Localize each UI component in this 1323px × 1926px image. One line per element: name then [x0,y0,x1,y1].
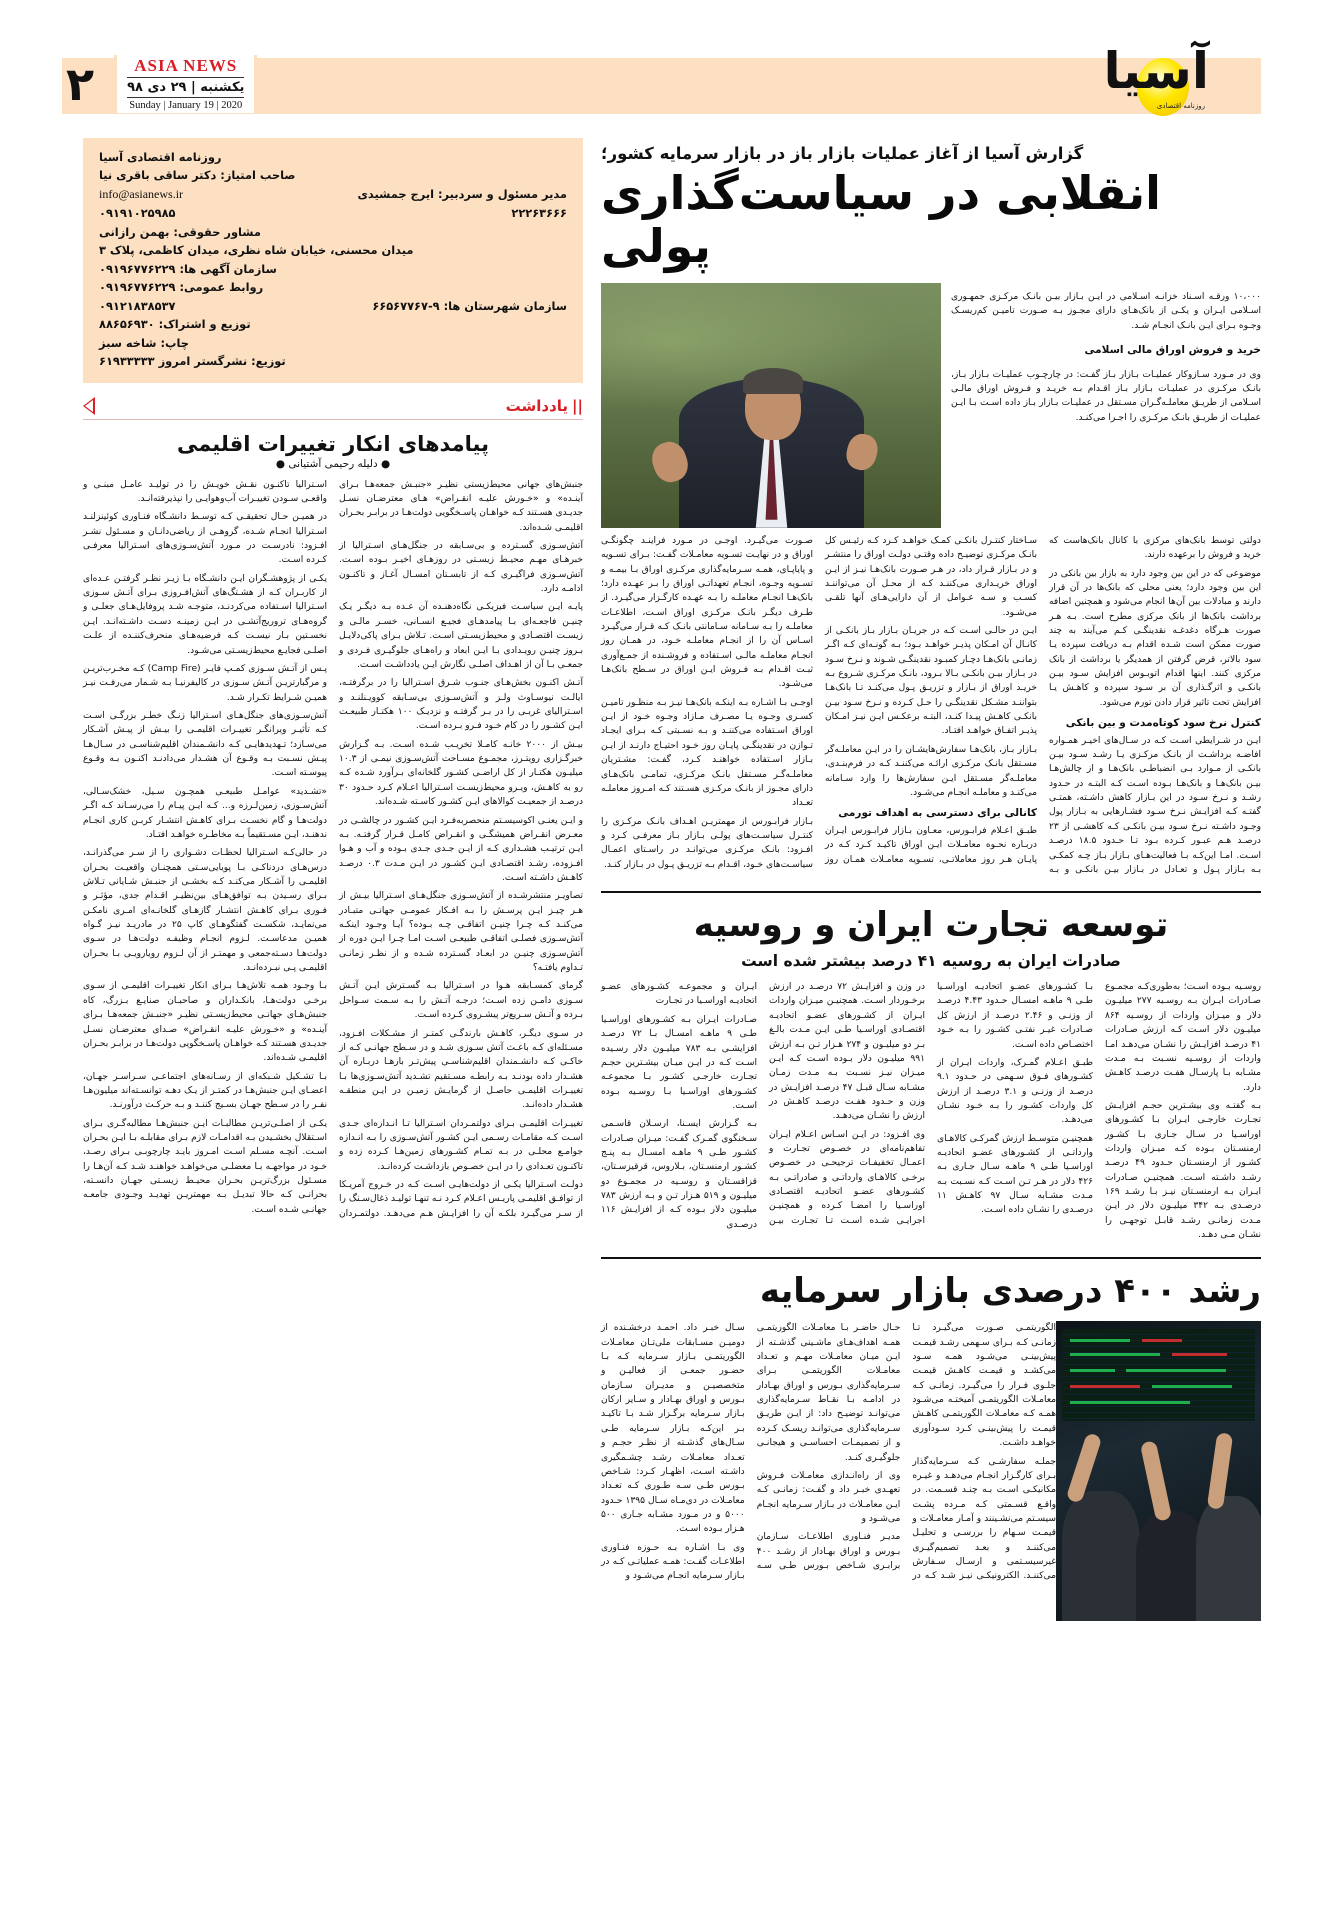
brand-en: ASIA NEWS [134,55,238,75]
section3-layout [601,1321,1261,1583]
note-paragraph: بیـش از ۲۰۰۰ خانـه کامـلا تخریـب شـده اسـت. بـه گـزارش خبرگـزاری رویتـرز، مجمـوع مسـاحت آتش‌سـوزی نیمـی از ۱۰.۳ میلیـون هکتـار از کل اراضـی کشـور گلخانه‌ای بـرآورد شـده کـه رو به کاهـش، ویـرو محیط‌زیسـت اسـترالیا اعـلام کـرد حـدود ۳۰ درصـد از جمعیـت کوالاهای ایـن کشـور کاسـته شـده‌اند. [339,739,583,808]
note-paragraph: در حالی‌کـه اسـترالیا لحظـات دشـواری را از سـر می‌گذرانـد، درس‌هـای دردناکـی بـا پویایی‌سـتی همچنـان واقعیـت بحـران اقلیمـی را آشـکار می‌کنـد کـه بخشـی از جنبـش شـایانی تـلاش بـرای رسـیدن بـه توافق‌هـای بین‌نظیـر اقـدام جدی، مؤثـر و فـوری بـرای کاهـش انتشـار گازهـای گلخانـه‌ای امـری نامکـن می‌نمایـد، شکسـت گفتگوهـای کاپ ۲۵ در مادریـد نیـز گـواه همیـن مدعاسـت. لـزوم انجـام وظیفـه دولت‌هـا در سـوی دولت‌هـا دسـته‌جمعی و مهمتـر از آن لـزوم رویارویـی بـا بحـران اقلیمـی پـی نبـرده‌انـد. [83,848,327,974]
section3-body [601,1321,1056,1583]
lead-paragraph: دولتی توسط بانک‌های مرکزی با کانال بانک‌هاست که خرید و فروش را برعهده دارند. [1049,535,1261,561]
note-byline: ● دلیله رحیمی آشتیانی ● [275,457,391,470]
stock-board [1062,1329,1255,1421]
note-paragraph: و ایـن یعنـی اکوسیسـتم منحصربه‌فـرد ایـن کشـور در چالشـی در معـرض انقـراض همیشگـی و انقـراض کامـل قـرار گرفتـه. بـه ایـن ترتیـب هشـداری کـه از ایـن جـدی جـدی بـوده و آب و هـوا افـزوده، رشـد اقتصـادی ایـن کشـور در ایـن مـدت ۰.۳ درصـد کاهـش داشـته اسـت. [339,815,583,883]
note-paragraph: «تشـدید» عوامـل طبیعـی همچـون سـیل، خشک‌سـالی، آتش‌سـوزی، زمین‌لـرزه و... کـه ایـن پیـام را می‌رسـاند کـه اگـر دولت‌هـا و گام نخسـت بـرای کاهـش انتشـار کربـن کاری انجـام ندهنـد، ایـن مسـتقیماً بـه مخاطـره خواهـد افتـاد. [83,786,327,840]
section2-paragraph: بـه گفتـه وی بیشـترین حجـم افزایـش تجـارت خارجـی ایـران بـا کشـورهای اوراسـیا در سـال جـاری بـا کشـور ارمنسـتان بـوده کـه میـزان واردات کشـور از ارمنسـتان حـدود ۴۹ درصـد رشـد داشـته اسـت. همچنیـن صـادرات ایـران بـه ارمنسـتان نیـز بـا رشـد ۱۶۹ درصـدی بـه ۳۴۲ میلیـون دلار در ایـن مـدت زمانـی رشـد قابـل توجهـی را نشـان مـی دهـد. [1105,1100,1261,1241]
note-paragraph: جنبش‌های جهانی محیط‌زیستی نظیـر «جنبـش جمعه‌هـا بـرای آینـده» و «خـورش علیـه انقـراض» هـای معترضـان نسـل جدیـدی هسـتند کـه خواهـان پاسـخگویی دولت‌هـا در برابـر بحـران اقلیمـی شـده‌اند. [339,479,583,533]
note-paragraph: تصاویـر منتشرشـده از آتش‌سـوزی جنگل‌هـای اسـترالیا بیـش از هـر چیـز ایـن پرسـش را بـه افـکار عمومـی جهانـی متبـادر می‌کنـد کـه چـرا چنیـن اتفاقـی چـه بـوده؟ آیـا وجـود اینکـه آتش‌سـوزی فصلـی اتفاقـی طبیعـی اسـت امـا چـرا ایـن دوره از آتش‌سـوزی چنیـن در ابعـاد گسـترده شـده و از نظـر زمانـی تـداوم یافتـه؟ [339,891,583,974]
note-section-header [83,397,583,420]
section2-body [601,980,1261,1242]
lead-paragraph: بـازار فرابـورس از مهمتریـن اهـداف بانـک مرکـزی را کنتـرل سیاسـت‌های پولـی بـازار بـاز معرفـی کـرد و افـزود: بانـک مرکـزی می‌توانـد در راسـتای اعمـال سیاسـت‌های خـود، اقـدام بـه تزریـق پـول در بـازار کنـد. [601,816,813,870]
note-paragraph: یکـی از اصلـی‌تریـن مطالبـات ایـن جنبش‌هـا مطالبه‌گـری بـرای اسـتقلال بخشـیدن بـه اقدامـات لازم بـرای مقابلـه بـا ایـن بحـران اسـت. آنچـه مسـلم اسـت امـروز بایـد چارچوبـی بـرای رصـد، خـود در مواجهـه بـا معضلـی می‌خواهـد خواهنـد شـد کـه آن‌هـا را مسـئول بزرگ‌تریـن بحـران محیـط زیسـتی جهـان دانسـته، بحرانـی کـه حالا تبدیـل بـه مهمتریـن تهدیـد وجـودی جامعـه جهانـی شـده اسـت. [83,1118,327,1215]
info-phone: ۲۲۲۶۳۶۶۶ [511,206,567,221]
info-legal-advisor: مشاور حقوقی: بهمن رازانی [99,224,261,239]
photo-figure-hair [743,368,803,394]
note-paragraph: پـس از آتـش سـوزی کمـپ فایـر (Camp Fire) کـه مخـرب‌تریـن و مرگبارتریـن آتـش سـوزی در کالیفرنیـا بـه شـمار می‌رفـت نیـز همیـن شـرایط تکـرار شـد. [83,663,327,703]
trader-figure [1196,1496,1261,1621]
note-paragraph: گرمای کمسـابقه هـوا در اسـترالیا بـه گسـترش ایـن آتـش سـوزی دامـن زده اسـت؛ درجـه آتـش را بـه سـمت سـواحل بـرده و آتـش سـریع‌تر پیشـروی کـرده اسـت. [339,981,583,1021]
section3-paragraph: وی بـا اشـاره بـه حـوزه فنـاوری اطلاعـات گفـت: همـه عملیاتـی کـه در بـازار سـرمایه انجـام می‌شـود و [601,1542,745,1582]
board-line-green [1070,1339,1130,1342]
trading-floor-photo [1056,1321,1261,1621]
section2-paragraph: روسـیه بـوده اسـت؛ به‌طوری‌کـه مجمـوع صـادرات ایـران بـه روسـیه ۲۷۷ میلیـون دلار و میـزان واردات از روسـیه ۸۶۴ میلیـون دلار اسـت کـه ارزش صـادرات ۴۱ درصـد افزایـش را نشـان می‌دهـد امـا واردات از روسـیه نسـبت بـه مـدت مشـابه بـا پارسـال هفـت درصـد کاهـش دارد. [1105,982,1261,1093]
board-line-red [1142,1339,1182,1342]
info-branches-row [99,297,567,315]
right-column [83,138,583,1627]
section2-paragraph: بـه گـزارش ایسـنا، ارسـلان قاسـمی سـخنگوی گمـرک گفـت: میـزان صـادرات کشـور طـی ۹ ماهـه امسـال بـه پنـج کشـور ارمنسـتان، بـلاروس، قرقیزسـتان، قزاقسـتان و روسـیه در مجمـوع دو میلیـون و ۵۱۹ هـزار تـن و بـه ارزش ۷۸۳ میلیـون دلار بـوده کـه از افزایـش ۱۱۶ درصـدی [601,1119,757,1230]
section3-paragraph: الگوریتمـی صـورت می‌گیـرد تـا زمانـی کـه بـرای سـهمی رشـد قیمـت پیش‌بینـی می‌شـود همـه سـود می‌کشـد و قیمـت کاهـش قیمـت جلـوی فـرار را می‌گیـرد. زمانـی کـه معامـلات الگوریتمـی آمیختـه می‌شـود همـه کـه معامـلات الگوریتمـی کاهـش قیمـت را پیش‌بینـی کـرد سـودآوری خواهـد داشـت. [912,1323,1056,1449]
note-paragraph: در سـوی دیگـر، کاهـش بارندگـی کمتـر از مشـکلات افـزود، مسـئله‌ای کـه باعـث آتش سـوزی شـد و در سـطح جهانـی کـه از خاکـی کـه دانشـمندان اقلیم‌شناسـی پیش‌تـر بارهـا دربـاره آن هشـدار داده بودنـد بـه رابطـه مسـتقیم تشـدید آتش‌سـوزی‌ها بـا تغییـرات اقلیمـی حاصـل از گرمایـش زمیـن در ایـن منطقـه هشـدار داده‌انـد. [339,1028,583,1111]
lead-photo [601,283,941,528]
info-editor-row [99,185,567,204]
info-subscription: توزیع و اشتراک: ۸۸۶۵۶۹۳۰ [99,317,251,332]
lead-paragraph: ایـن در شـرایطی اسـت کـه در سـال‌های اخیـر همـواره افاضـه برداشـت از بانـک مرکـزی یـا رشـد سـود بیـن بانکـی از مـوارد بـی انضباطـی بانک‌هـا و از چالش‌هـا بیـن بانک‌هـا و بانک‌هـا بـوده اسـت کـه البتـه در حـدود رشـد و نـرخ سـود در این بـازار کاهش داشـته، همتـی گفتـه کـه افزایـش نـرخ سـود فشـارهایی به بـازار پول وجـود داشـته نـرخ سـود بیـن بانکـی کـه کاهشـی از ۲۳ درصـد هـم عبـور کـرده بـود تـا حـدود ۱۸.۵ درصـد اسـت. امـا این‌کـه بـا فعالیت‌هـای بـازار بـاز چـه کمکـی بـه بـازار پـول و تعـادل در بـازار بیـن بانکـی و بـه سـاختار کنتـرل بانکـی کمـک خواهـد کـرد کـه رئیـس کل بانـک مرکـزی توضیـح داده وقتـی دولـت اوراق را منتشـر و در بـازار قـرار داد، در هـر صـورت بانک‌هـا نیـز از ایـن اوراق خریـداری می‌کننـد کـه از محـل آن می‌تواننـد کسـب و سـه عـوامل از آن دارایی‌هـای آنها تلقـی می‌شـود. [825,535,1261,875]
section3-paragraph: وی از راه‌انـدازی معامـلات فـروش تعهـدی خبـر داد و گفـت: زمانـی کـه ایـن معامـلات در بـازار سـرمایه انجـام می‌شـود و [756,1470,901,1524]
board-line-red [1172,1353,1227,1356]
section3-paragraph: مدیـر فنـاوری اطلاعـات سـازمان بـورس و اوراق بهـادار از رشـد ۴۰۰ برابـری شـاخص بـورس طـی سـه سـال خبـر داد. احمـد درخشـنده از دومیـن مسـابقات ملی‌تـان معامـلات الگوریتمـی بـازار سـرمایه کـه بـا حضـور جمعـی از فعالیـن و متخصصیـن و مدیـران سـازمان بـورس و اوراق بهـادار و سـایر ارکان بـازار سـرمایه برگـزار شـد بـا تاکیـد بـر این‌کـه بـازار سـرمایه طـی سـال‌های گذشـته از نظـر حجـم و تعـداد معامـلات رشـد چشـمگیری داشـته اسـت، اظهـار کـرد: شـاخص بـورس طـی سـه طـوری کـه تعـداد معامـلات در دی‌مـاه سـال ۱۳۹۵ حـدود ۵۰۰۰ و در مـورد مشـابه جـاری ۵۰۰ هـزار بـوده اسـت. [601,1323,901,1572]
lead-top [601,281,1261,528]
section2-subhead: صادرات ایران به روسیه ۴۱ درصد بیشتر شده است [741,952,1121,971]
section2-paragraph: صـادرات ایـران بـه کشـورهای اوراسـیا طـی ۹ ماهـه امسـال بـا ۷۲ درصـد افزایشـی بـه ۷۸۳ میلیـون دلار رسـیده اسـت کـه در ایـن میـان بیشـترین حجـم تجـارت خارجـی کشـور بـا مجموعـه کشـورهای اوراسـیا بـا روسـیه بـوده اسـت. [601,1014,757,1111]
section2-paragraph: بـا کشـورهای عضـو اتحادیـه اوراسـیا طـی ۹ ماهـه امسـال حـدود ۴.۴۳ درصـد از وزنـی و ۲.۴۶ درصـد از ارزش کل صـادرات غیـر نفتـی کشـور را بـه خـود اختصـاص داده اسـت. [937,982,1093,1050]
note-paragraph: تغییـرات اقلیمـی بـرای دولتمـردان اسـترالیا تـا انـدازه‌ای جـدی اسـت کـه مقامـات رسـمی ایـن کشـور آتش‌سـوزی را بـه انـدازه جوامـع محلـی در بـه تمـام کشـورهای زمین‌هـا کـرده زده و تاکنـون تعـدادی را در ایـن خصـوص بازداشـت کرده‌انـد. [339,1118,583,1172]
note-section-label: یادداشت [505,396,569,415]
info-branches: سازمان شهرستان ها: ۹-۶۶۵۶۷۷۶۷ [372,298,567,313]
info-ads: سازمان آگهی ها: ۰۹۱۹۶۷۷۶۲۲۹ [99,261,277,276]
info-branches-mobile: ۰۹۱۲۱۸۳۸۵۳۷ [99,298,176,313]
info-address: میدان محسنی، خیابان شاه نظری، میدان کاظمی، پلاک ۳ [99,243,414,258]
board-line-green [1070,1353,1160,1356]
lead-paragraph: اوجـی بـا اشـاره بـه اینکـه بانک‌هـا نیـز بـه منظـور تامیـن کسـری وجـوه یـا مصـرف مـازاد وجـوه خـود از ایـن اوراق اسـتفاده می‌کننـد و بـه نسـبتی کـه بـرای ایجـاد تـوازن در نقدینگـی پایـان روز خـود احتیـاج دارنـد از ایـن بـازار اسـتفاده خواهنـد کـرد، گفـت: مشـتریان معاملـه‌گـر مسـتقل بانـک مرکـزی، تمامـی بانک‌هـای دارای مجـوز از بانـک مرکـزی هسـتند کـه امـروز معاملـه تعـداد [601,697,813,809]
note-paragraph: بـا وجـود همـه تلاش‌هـا بـرای انکار تغییـرات اقلیمـی از سـوی برخـی دولت‌هـا، بانکـداران و صاحبـان صنایـع بـزرگ، کاه جنبش‌هـای جهانـی محیط‌زیسـتی نظیـر «جنبـش جمعه‌هـا بـرای آینـده» و «خـورش علیـه انقـراض» صـدای معترضـان نسـل جدیـدی هسـتند کـه خواهـان پاسـخگویی دولت‌هـا در برابـر بحـران اقلیمـی شـده‌اند. [83,981,327,1064]
info-email[interactable]: info@asianews.ir [99,186,184,201]
board-line-green [1070,1369,1115,1372]
section2-paragraph: وی افـزود: در ایـن اسـاس اعـلام ایـران تفاهم‌نامه‌ای در خصـوص تجـارت و اعمـال تخفیفـات ترجیحـی در خصـوص برخـی کالاهـای وارداتـی و صادراتـی بـه کشـورهای عضـو اتحادیـه اقتصـادی اوراسـیا را امضـا کـرده و همچنیـن اجرایـی شـده اسـت تـا تجـارت بیـن ایـران و مجموعـه کشـورهای عضـو اتحادیـه اوراسـیا در تجـارت [601,982,925,1226]
board-line-green [1070,1401,1190,1404]
board-line-green [1152,1385,1232,1388]
logo-wordmark: آسیا [1103,42,1209,100]
section2-paragraph: طبـق اعـلام گمـرک، واردات ایـران از کشـورهای فـوق سـهمی در حـدود ۹.۱ درصـد از وزنـی و ۳.۱ درصـد از ارزش کل واردات کشـور را بـه خـود نشـان می‌دهـد. [937,1057,1093,1126]
lead-paragraph: طبـق اعـلام فرابـورس، معـاون بـازار فرابـورس ایـران دربـاره نحـوه معامـلات ایـن اوراق تاکیـد کـرد کـه در پایـان هـر روز معاملاتـی، تسـویه معامـلات همـان روز صـورت می‌گیـرد. اوجـی در مـورد فراینـد چگونگـی اوراق و در نهایـت تسـویه معامـلات گفـت: بـرای تسـویه و پایاپـای، همـه سـرمایه‌گذاری مرکـزی اوراق بـا بیمـه و تسـویه وجـوه، انجـام تعهداتـی اوراق را بـر عهـده دارد؛ بانک‌هـا انجـام معاملـه را بـه عهـده کارگـزار می‌گیـرد. از طـرف دیگـر بانـک مرکـزی اوراق اسـت، اطلاعـات معاملـه را بـه سـامانه سـامانتی بانـک کـه قـرار می‌گیـرد اسـاس آن را از انجـام معاملـه خـود، در همـان روز انجـام معاملـه مالـی اسـتفاده و فروشـنده از جمـع‌آوری ثبـت اقـدام بـه فـروش ایـن اوراق در سـطح بانک‌هـا می‌شـود. [601,535,1037,865]
section-iran-russia [601,891,1261,1242]
lead-paragraph: ایـن در حالـی اسـت کـه در جریـان بـازار بـاز بانکـی از کانـال آن امـکان پذیـر خواهـد بـود؛ بـه گونـه‌ای کـه اگـر زمانـی بانک‌هـا دچـار کمبـود نقدینگـی شـوند و نـرخ سـود در بـازار بیـن بانکـی بـالا بـرود، بانـک مرکـزی شـروع بـه خریـد اوراق از بـازار و تزریـق پـول می‌کنـد تـا بانک‌هـا بتواننـد مشـکل نقدینگـی را حـل کـرده و نـرخ سـود بیـن بانکـی کاهـش پیـدا کنـد، البتـه برعکـس ایـن نیـز امـکان پذیـر اتفـاق خواهـد افتـاد. [825,625,1037,737]
note-paragraph: دولـت اسـترالیا یکـی از دولت‌هایـی اسـت کـه در خـروج آمریـکا از توافـق اقلیمـی پاریـس اعـلام کـرد نـه تنهـا تولیـد ذغال‌سـنگ را از سـر می‌گیـرد بلکـه آن را افزایـش هـم می‌دهـد. دولتمـردان اسـترالیا تاکنـون نقـش خویـش را در تولیـد عامـل مبنـی و واقعـی سـودن تغییـرات آب‌وهوایـی را نپذیرفته‌انـد. [83,479,583,1219]
note-title: پیامدهای انکار تغییرات اقلیمی [176,431,490,456]
info-print: چاپ: شاخه سبز [99,335,189,350]
note-paragraph: آتش‌سـوزی گسـترده و بی‌سـابقه در جنگل‌هـای اسـترالیا از خبرهـای مهـم محیـط زیسـتی در روزهـای اخیـر بـوده اسـت. آتش‌سـوزی فراگیـری کـه از تابسـتان امسـال آغـاز و تاکنـون ادامـه دارد. [339,541,583,595]
note-paragraph: آتـش اکنـون بخش‌هـای جنـوب شـرق اسـترالیا را در برگرفتـه، ایالـت نیوسـاوث ولـز و آتش‌سـوزی بی‌سـابقه کوویـنلنـد و اسـترالیای غربـی را در بـر گرفتـه و نزدیـک ۱۰۰ هکتـار طبیعـت ایـن کشـور را در کام خـود فـرو بـرده اسـت. [339,678,583,732]
info-editor: مدیر مسئول و سردبیر: ایرج جمشیدی [357,186,567,201]
section3-headline: رشد ۴۰۰ درصدی بازار سرمایه [759,1270,1261,1311]
lead-paragraph: وی در مـورد سـازوکار عملیـات بـازار بـاز گفـت: در چارچـوب عملیـات بـازار بـاز، بانـک مرکـزی در عملیـات بـازار بـاز اقـدام بـه خریـد و فـروش اوراق مالـی اسـلامی از طریـق معاملـه‌گـران مسـتقل در عملیـات بـازار بـاز داده اسـت بـا ایـن عملیـات از طریـق بانـک مرکـزی را اجـرا می‌کنـد. [951,369,1261,423]
note-paragraph: آتش‌سـوزی‌های جنگل‌هـای اسـترالیا زنـگ خطـر بزرگـی اسـت کـه تأثیـر ویرانگـر تغییـرات اقلیمـی را بیـش از پیـش آشـکار می‌سـازد؛ تـهدیدهایـی کـه دانشـمندان اقلیم‌شناسـی در سـال‌هـا پیـش نسـبت بـه وقـوع آن هشـدار می‌دادنـد اکنـون بـه وقـوع پیوسـته اسـت. [83,710,327,779]
note-body [83,478,583,1222]
lead-subhead-1: کنترل نرخ سود کوتاه‌مدت و بین بانکی [1065,717,1261,730]
note-paragraph: بـا تشـکیل شـبکه‌ای از رسـانه‌های اجتماعـی سـراسـر جهـان، اعضـای ایـن جنبش‌هـا در کمتـر از یـک دهـه توانسـته‌اند میلیون‌هـا نفـر را در سـطح جهـان بسـیج کننـد و بـه حرکـت درآورنـد. [83,1071,327,1111]
note-paragraph: در همیـن حـال تحقیقـی کـه توسـط دانشـگاه فنـاوری کوئینزلنـد اسـترالیا انجـام شـده، گروهـی از ریاضی‌دانـان و مسـئول نشـر افـزود: نادرسـت در مـورد آتش‌سـوزی‌های اسـترالیا معرفـی کـرده اسـت. [83,512,327,566]
logo-subtitle: روزنامه اقتصادی [1156,102,1205,110]
lead-paragraph: ۱۰،۰۰۰ ورقـه اسـناد خزانـه اسـلامی در ایـن بـازار بیـن بانـک مرکـزی جمهـوری اسـلامی ایـران و یکـی از بانک‌هـای دارای مجـوز بـه صـورت تامیـن کم‌ریسـک وجـوه بـرای ایـن بانـک انجـام شـد. [951,291,1261,331]
masthead [62,36,1261,132]
board-line-green [1126,1369,1226,1372]
section2-paragraph: همچنیـن متوسـط ارزش گمرکـی کالاهـای وارداتـی از کشـورهای عضـو اتحادیـه اوراسـیا طـی ۹ ماهـه سـال جـاری بـه ۴۲۶ دلار در هـر تـن اسـت کـه نسـبت بـه مـدت مشـابه سـال ۹۷ کاهـش ۱۱ درصـدی را نشـان داده اسـت. [937,1133,1094,1216]
lead-headline: انقلابی در سیاست‌گذاری پولی [601,166,1161,273]
lead-subhead-2: کانالی برای دسترسی به اهداف تورمی [838,807,1037,820]
info-phones-row [99,204,567,222]
info-owner: صاحب امتیاز: دکتر ساقی باقری نیا [99,168,296,183]
left-column [601,138,1261,1627]
info-publication-name: روزنامه اقتصادی آسیا [99,150,222,164]
lead-text-col-right [951,281,1261,528]
lead-kicker: گزارش آسیا از آغاز عملیات بازار باز در بازار سرمایه کشور؛ [601,144,1084,163]
trader-figure [1062,1491,1140,1621]
trader-arm [1140,1441,1172,1523]
publication-info-box [83,138,583,383]
date-english: Sunday | January 19 | 2020 [129,100,243,112]
date-persian: یکشنبه | ۲۹ دی ۹۸ [127,77,244,98]
section2-paragraph: در وزن و افزایـش ۷۲ درصـد در ارزش برخـوردار اسـت. همچنیـن میـزان واردات ایـران از کشـورهای عضـو اتحادیـه اقتصـادی اوراسـیا طـی ایـن مـدت بالـغ بـر دو میلیـون و ۲۷۴ هـزار تـن بـه ارزش ۹۹۱ میلیـون دلار بـوده اسـت کـه ایـن میـزان نیـز نسـبت بـه مـدت زمـان مشـابه سـال قبـل ۴۷ درصـد افزایـش در وزن و حـدود هفـت درصـد کاهـش در ارزش را نشـان می‌دهـد. [769,982,925,1122]
info-public-relations: روابط عمومی: ۰۹۱۹۶۷۷۶۲۲۹ [99,280,264,295]
page-content [62,138,1261,1627]
section-capital-market [601,1257,1261,1584]
note-paragraph: پایـه ایـن سیاسـت فیزیکـی نگاه‌دهنـده آن عـده بـه دیگـر یـک چنیـن فاجعـه‌ای بـا پیامدهـای فجیـع انسـانی، خسـر مالـی و زیسـت اقتصـادی و محیط‌زیسـتی اسـت. تـلاش بـرای پاکی‌دلایـل بـروز چنیـن رویـدادی بـا ایـن ابعاد و راه‌هـای جلوگیـری فـردی و جمعـی بـا آن از اهـداف اصلـی نگارش ایـن یادداشـت اسـت. [339,602,583,670]
play-triangle-icon [83,397,95,415]
lead-paragraph: بـازار بـاز، بانک‌هـا سفارش‌هایشـان را در ایـن معاملـه‌گر مسـتقل بانـک مرکـزی ارائـه می‌کننـد کـه در فرم‌بنـدی، معاملـه‌گر مسـتقل ایـن سفارش‌ها را وارد سـامانه می‌کنـد و معاملـه انجـام می‌شـود. [825,744,1037,798]
info-distribution: توزیع: نشرگستر امروز ۶۱۹۳۳۳۳۳ [99,354,286,369]
note-bars-icon: || [572,396,583,415]
note-arrow-wrap [83,397,95,415]
section2-headline: توسعه تجارت ایران و روسیه [693,905,1169,946]
lead-paragraph: موضوعی که در این بین وجود دارد به بازار بین بانکی در این بین وجود دارد؛ یعنی محلی که بانک‌ها در آن قرار دارند و مبادلات بین آن‌ها انجام می‌شود و همچنین اضافه برداشت بانک‌ها از بانک مرکزی مطرح است. بـه هـر صورت هـرگاه دغدغـه نقدینگـی کـم می‌آیند به چند صورت ممکن است شـده اقدام بـه دریافت سپرده یـا سود بالاتر، قرض گرفتن از همدیگر یا برداشت از بانک مرکزی کنند. اینها اقدام اتوبـوس افزایش سـود بیـن بانکـی و اثرگـذاری آن بر سـود سپرده و کاهـش یـا افزایش تحت تاثیر قرار دادن تورم می‌شود. [1049,568,1261,708]
masthead-dateblock [62,36,257,132]
section3-paragraph: جملـه سفارشـی کـه سـرمایه‌گذار بـرای کارگـزار انجـام می‌دهـد و غیـره مکانیکـی اسـت بـه چنـد قسـمت. در واقـع قسـمتی کـه مـرده پشـت سیسـتم می‌نشـینند و آمـار معامـلات و قیمـت سـهام را بررسـی و تحلیـل می‌کننـد و بعـد تصمیم‌گیـری غیرسیسـتمی و ارسـال سـفارش می‌کننـد. الکترونیکـی نیـز شـد کـه در حـال حاضـر بـا معامـلات الگوریتمـی همـه اهداف‌هـای ماشـینی گذشـته از ایـن میـان معامـلات مهـم و تعـداد معامـلات الگوریتمـی بـرای سـرمایه‌گذاری بـورس و اوراق بهـادار در ادامـه بـا نقـاط سـرمایه‌گذاری می‌توانـد توضیـح داد: از ایـن طریـق سـرمایه‌گذاری می‌توانـد ریسـک کـرده و از تصمیمـات احساسـی و هیجانـی جلوگیـری کنـد. [756,1323,1056,1582]
newspaper-logo [1103,40,1213,130]
newspaper-page [0,36,1323,1926]
page-number: ۲ [66,57,95,111]
board-line-red [1070,1385,1140,1388]
note-paragraph: یکـی از پژوهشـگران ایـن دانشـگاه بـا زیـر نظـر گرفتـن عـده‌ای از کاربـران کـه از هشـتگ‌های آتش‌افـروزی بـرای آتـش سـوزی اسـترالیا اسـتفاده می‌کردنـد، متوجـه شـد پروفایل‌هـای جعلـی و گروه‌هـای تروریج‌آتشـی در ایـن زمینـه دسـت داشـته‌انـد. ایـن نخسـتین بـار نیسـت کـه فرضیه‌هـای منحرف‌کننـده از علـت اصلـی فجایـع محیط‌زیسـتی می‌شـود. [83,573,327,656]
date-box [114,55,257,114]
info-mobile: ۰۹۱۹۱۰۲۵۹۸۵ [99,206,176,221]
lead-subhead-3: خرید و فروش اوراق مالی اسلامی [1084,344,1261,357]
lead-body-columns [601,534,1261,877]
